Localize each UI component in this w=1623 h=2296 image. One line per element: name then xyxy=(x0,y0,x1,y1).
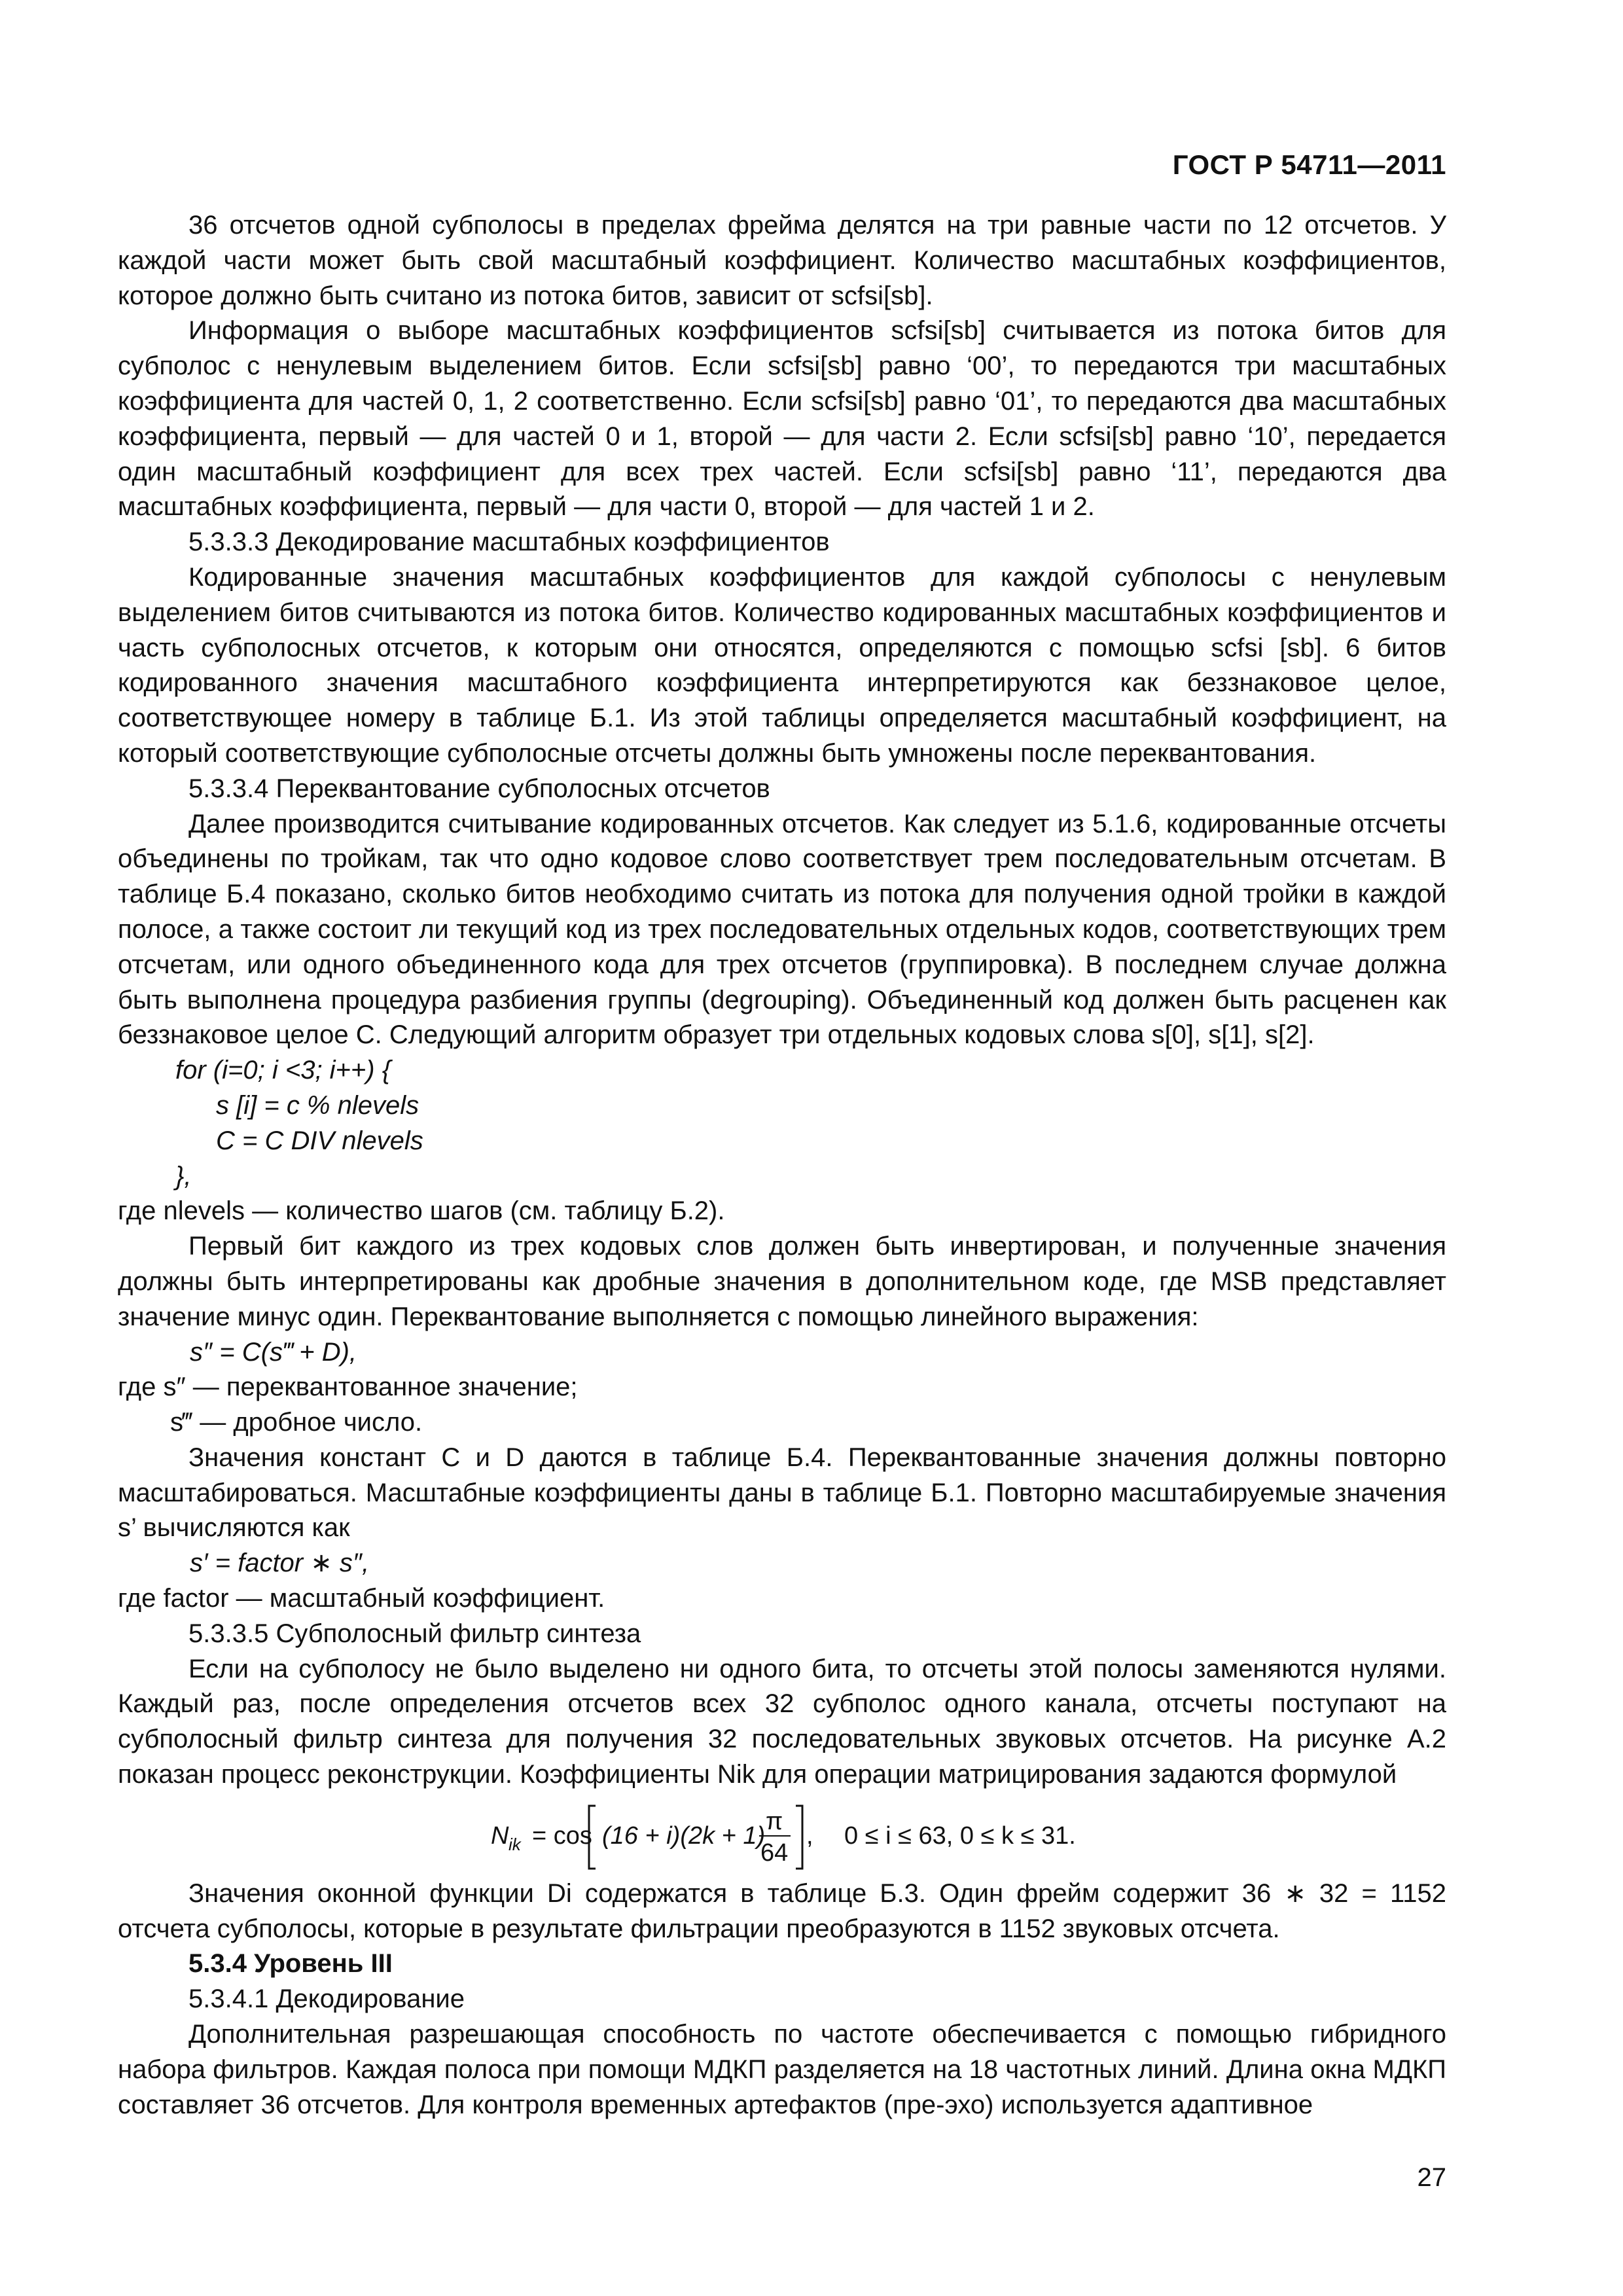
paragraph-window-function: Значения оконной функции Di содержатся в таблице Б.3. Один фрейм содержит 36 ∗ 32 = 1152 отсчета субполосы, которые в результате фильтрации преобразуются в 1152 звуковых отсчета. xyxy=(118,1878,1446,1943)
paragraph-scfsi-info: Информация о выборе масштабных коэффициентов scfsi[sb] считывается из потока битов для субполос с ненулевым выделением битов. Если scfsi[sb] равно ‘00’, то передаются три масштабных коэффициента для частей 0, 1, 2 соответственно. Если scfsi[sb] равно ‘01’, то передаются два масштабных коэффициента, первый — для частей 0 и 1, второй — для части 2. Если scfsi[sb] равно ‘10’, передается один масштабный коэффициент для всех трех частей. Если scfsi[sb] равно ‘11’, передаются два масштабных коэффициента, первый — для части 0, второй — для частей 1 и 2. xyxy=(118,316,1446,522)
section-heading-5-3-3-4: 5.3.3.4 Переквантование субполосных отсчетов xyxy=(188,774,770,803)
formula-nik-svg xyxy=(118,1793,1446,1876)
left-bracket xyxy=(589,1806,596,1869)
section-heading-5-3-4: 5.3.4 Уровень III xyxy=(188,1949,393,1979)
section-heading-5-3-3-5: 5.3.3.5 Субполосный фильтр синтеза xyxy=(188,1619,641,1648)
definition-s-triple-prime: s‴ — дробное число. xyxy=(170,1408,423,1437)
document-page xyxy=(118,124,1446,2193)
definition-s-double-prime: где s″ — переквантованное значение; xyxy=(118,1372,578,1402)
right-bracket xyxy=(796,1806,802,1869)
formula-nik-lhs-sub: ik xyxy=(508,1834,521,1854)
section-heading-5-3-4-1: 5.3.4.1 Декодирование xyxy=(188,1984,465,2014)
paragraph-subband-split: 36 отсчетов одной субполосы в пределах фрейма делятся на три равные части по 12 отсчетов. У каждой части может быть свой масштабный коэффициент. Количество масштабных коэффициентов, которое должно быть считано из потока битов, зависит от scfsi[sb]. xyxy=(118,211,1446,310)
standard-header: ГОСТ Р 54711—2011 xyxy=(1172,149,1446,180)
code-line-close: }, xyxy=(175,1161,192,1191)
section-heading-5-3-3-3: 5.3.3.3 Декодирование масштабных коэффициентов xyxy=(188,528,830,557)
code-line-c: C = C DIV nlevels xyxy=(216,1126,423,1155)
formula-nik-den: 64 xyxy=(760,1839,789,1867)
code-line-s: s [i] = c % nlevels xyxy=(216,1090,419,1120)
paragraph-scale-factor-decoding: Кодированные значения масштабных коэффициентов для каждой субполосы с ненулевым выделением битов считываются из потока битов. Количество кодированных масштабных коэффициентов и часть субполосных отсчетов, к которым они относятся, определяются с помощью scfsi [sb]. 6 битов кодированного значения масштабного коэффициента интерпретируются как беззнаковое целое, соответствующее номеру в таблице Б.1. Из этой таблицы определяется масштабный коэффициент, на который соответствующие субполосные отсчеты должны быть умножены после переквантования. xyxy=(118,562,1446,768)
paragraph-constants: Значения констант C и D даются в таблице Б.4. Переквантованные значения должны повторно масштабироваться. Масштабные коэффициенты даны в таблице Б.1. Повторно масштабируемые значения s’ вычисляются как xyxy=(118,1443,1446,1543)
paragraph-synthesis-filter: Если на субполосу не было выделено ни одного бита, то отсчеты этой полосы заменяются нулями. Каждый раз, после определения отсчетов всех 32 субполос одного канала, отсчеты поступают на субполосный фильтр синтеза для получения 32 последовательных звуковых отсчетов. На рисунке А.2 показан процесс реконструкции. Коэффициенты Nik для операции матрицирования задаются формулой xyxy=(118,1654,1446,1789)
formula-nik-lhs: N xyxy=(491,1821,509,1850)
page-number: 27 xyxy=(1417,2163,1446,2192)
formula-rescaling: s′ = factor ∗ s″, xyxy=(190,1549,370,1578)
formula-nik-body: (16 + i)(2k + 1) xyxy=(602,1821,766,1850)
paragraph-first-bit: Первый бит каждого из трех кодовых слов должен быть инвертирован, и полученные значения должны быть интерпретированы как дробные значения в дополнительном коде, где MSB представляет значение минус один. Переквантование выполняется с помощью линейного выражения: xyxy=(118,1232,1446,1331)
document-body xyxy=(118,208,1446,2123)
code-line-for: for (i=0; i <3; i++) { xyxy=(175,1056,391,1085)
definition-nlevels: где nlevels — количество шагов (см. таблицу Б.2). xyxy=(118,1196,725,1226)
definition-factor: где factor — масштабный коэффициент. xyxy=(118,1584,605,1613)
formula-comma: , xyxy=(806,1821,813,1850)
paragraph-requantization: Далее производится считывание кодированных отсчетов. Как следует из 5.1.6, кодированные отсчеты объединены по тройкам, так что одно кодовое слово соответствует трем последовательным отсчетам. В таблице Б.4 показано, сколько битов необходимо считать из потока для получения одной тройки в каждой полосе, а также состоит ли текущий код из трех последовательных отдельных кодов, соответствующих трем отсчетам, или одного объединенного кода для трех отсчетов (группировка). В последнем случае должна быть выполнена процедура разбиения группы (degrouping). Объединенный код должен быть расценен как беззнаковое целое C. Следующий алгоритм образует три отдельных кодовых слова s[0], s[1], s[2]. xyxy=(118,809,1446,1050)
formula-nik-eq: = cos xyxy=(532,1821,592,1850)
formula-requantization: s″ = C(s‴ + D), xyxy=(190,1337,357,1367)
formula-nik-cond: 0 ≤ i ≤ 63, 0 ≤ k ≤ 31. xyxy=(844,1821,1076,1850)
formula-nik-matrix xyxy=(118,1793,1446,1876)
formula-nik-num: π xyxy=(766,1807,783,1835)
paragraph-hybrid-filterbank: Дополнительная разрешающая способность по частоте обеспечивается с помощью гибридного набора фильтров. Каждая полоса при помощи МДКП разделяется на 18 частотных линий. Длина окна МДКП составляет 36 отсчетов. Для контроля временных артефактов (пре-эхо) используется адаптивное xyxy=(118,2020,1446,2119)
